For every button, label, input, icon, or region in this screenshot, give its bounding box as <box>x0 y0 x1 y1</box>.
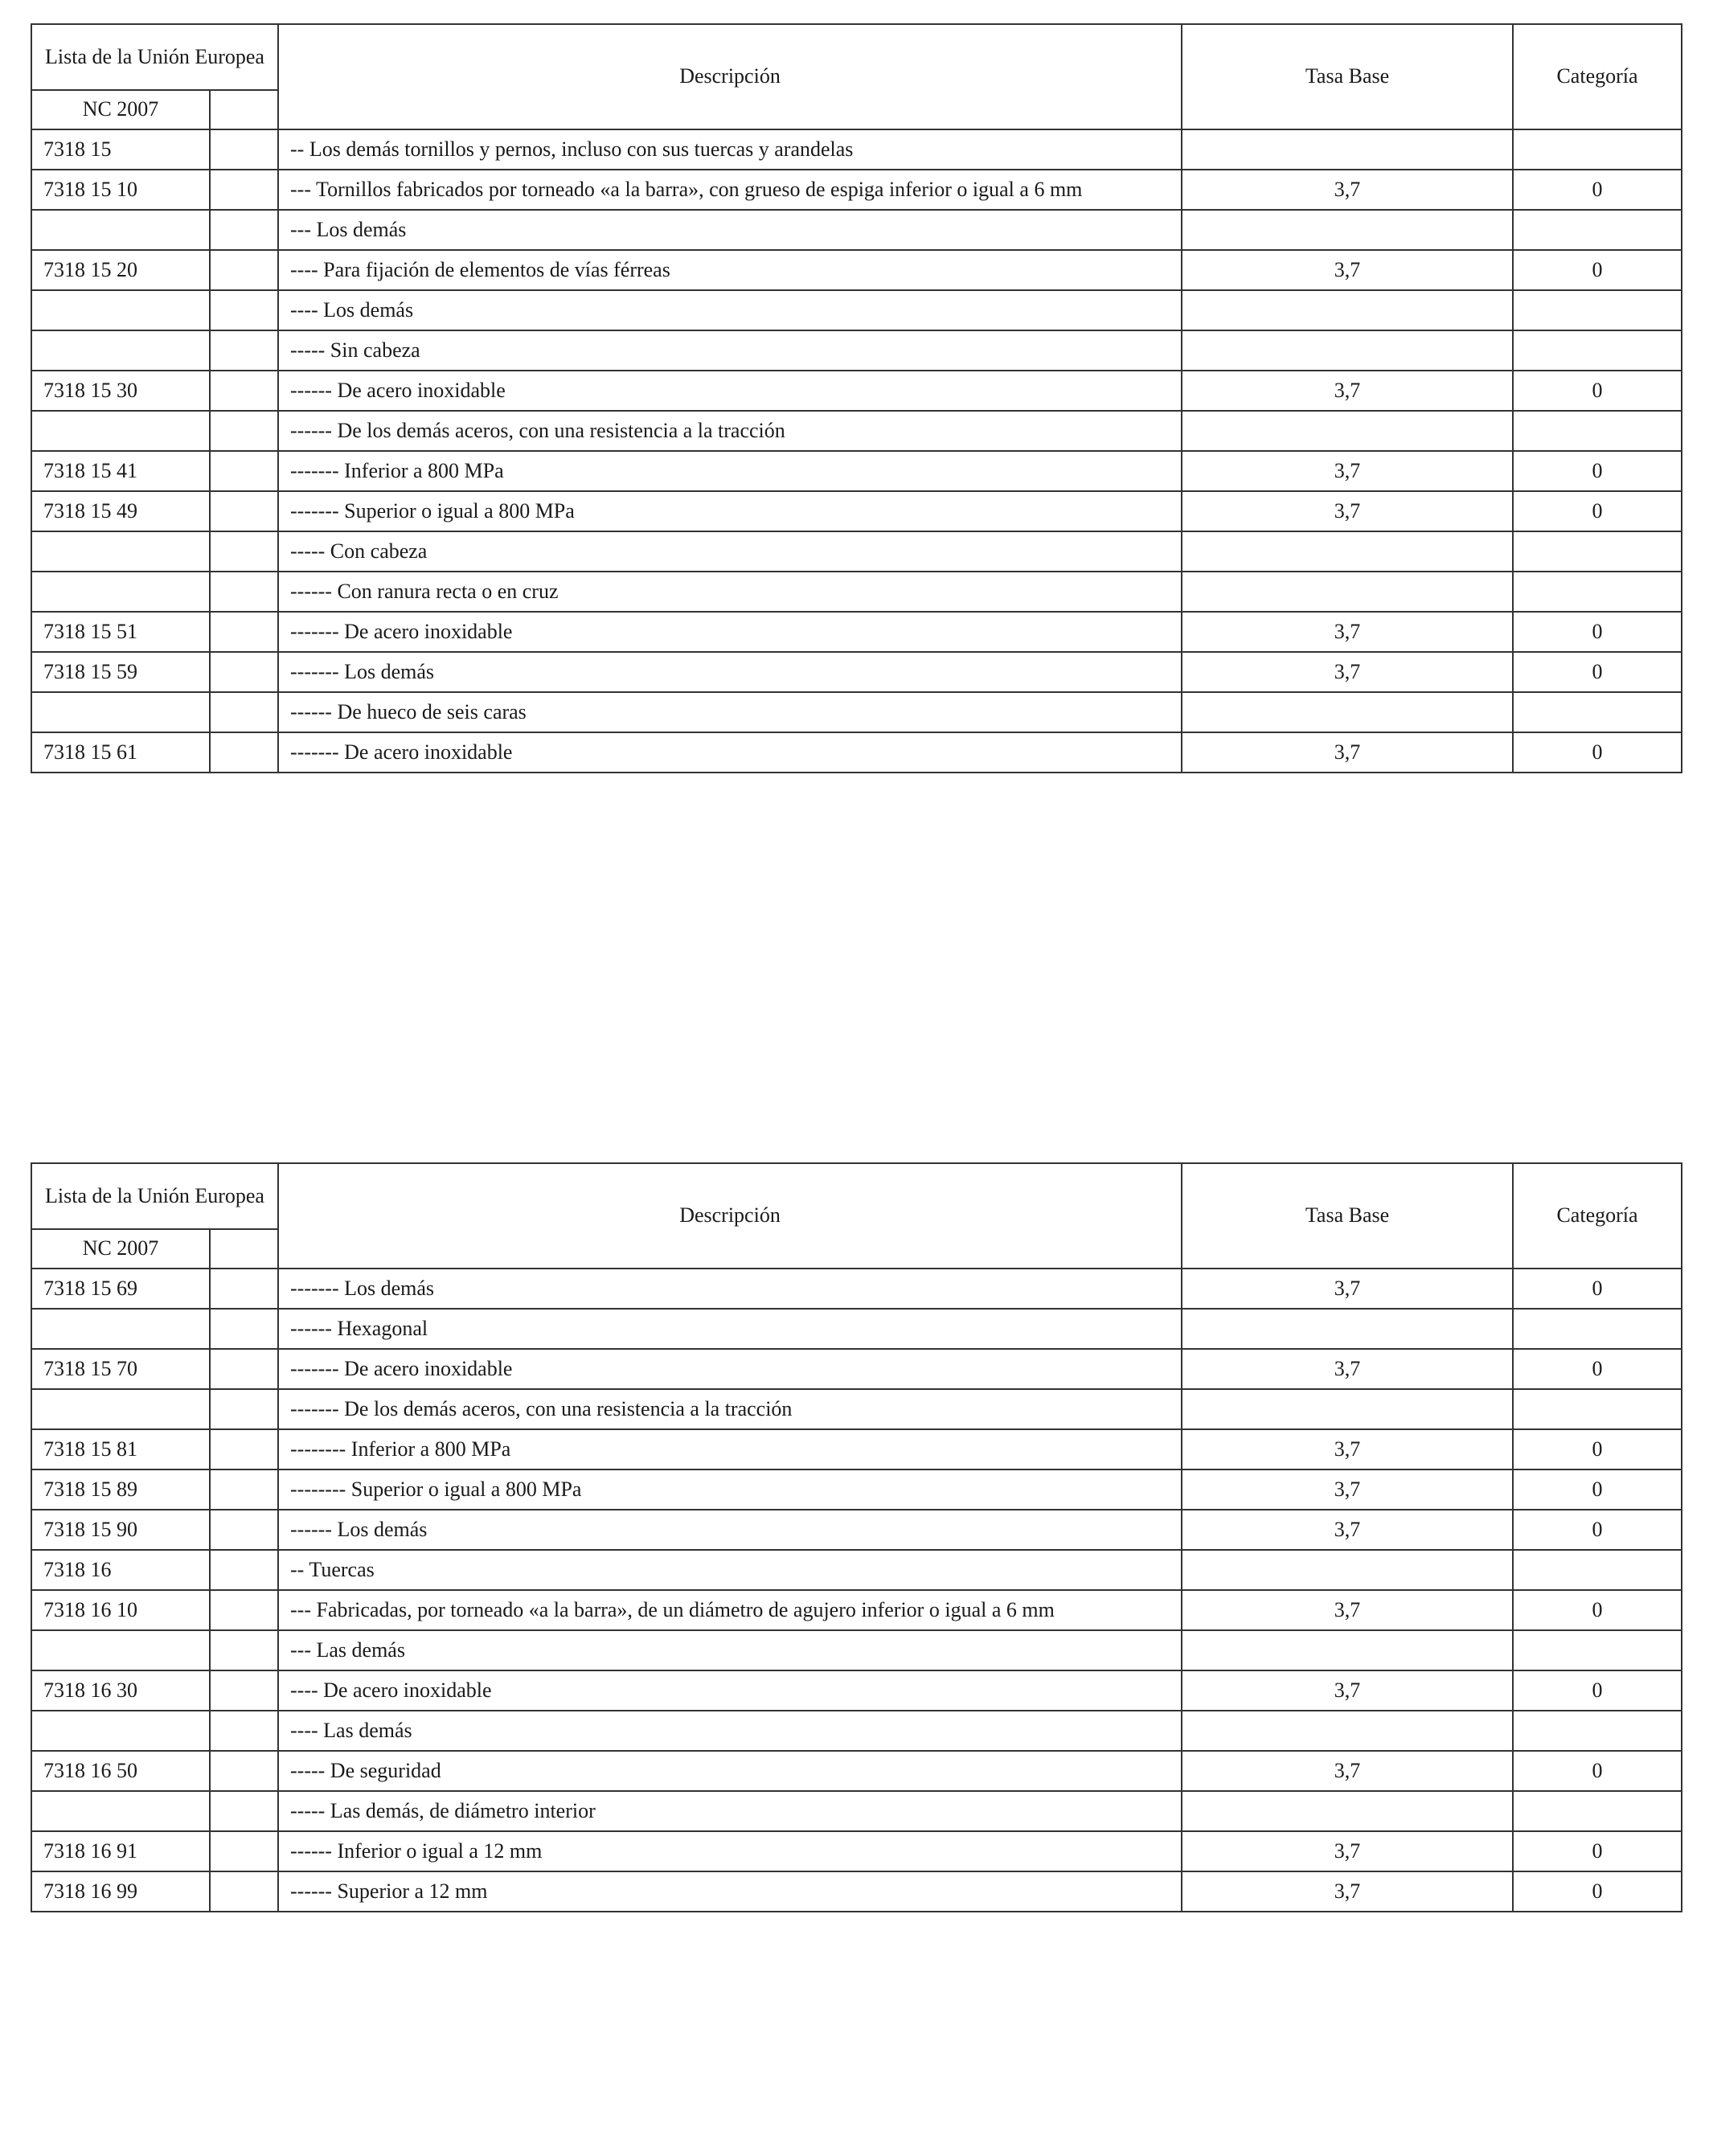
base-rate-cell <box>1182 129 1513 170</box>
base-rate-cell <box>1182 1630 1513 1670</box>
category-header: Categoría <box>1513 24 1682 129</box>
code-cell <box>31 330 210 371</box>
spacer-cell <box>210 1670 278 1711</box>
category-cell <box>1513 1711 1682 1751</box>
table-row <box>31 612 1682 652</box>
description-cell: ------- Los demás <box>278 1269 1182 1309</box>
description-cell: --- Las demás <box>278 1630 1182 1670</box>
table-row <box>31 1389 1682 1429</box>
category-cell <box>1513 290 1682 330</box>
base-rate-cell <box>1182 531 1513 572</box>
table-row <box>31 1469 1682 1510</box>
category-cell: 0 <box>1513 1590 1682 1630</box>
description-cell: ------ Hexagonal <box>278 1309 1182 1349</box>
category-cell <box>1513 210 1682 250</box>
table-row <box>31 250 1682 290</box>
spacer-cell <box>210 1590 278 1630</box>
nc-2007-header: NC 2007 <box>31 90 210 129</box>
spacer-cell <box>210 411 278 451</box>
spacer-cell <box>210 1309 278 1349</box>
code-cell: 7318 15 81 <box>31 1429 210 1469</box>
table-row <box>31 1630 1682 1670</box>
base-rate-cell <box>1182 692 1513 732</box>
spacer-cell <box>210 250 278 290</box>
description-cell: ------- De los demás aceros, con una resistencia a la tracción <box>278 1389 1182 1429</box>
table-row <box>31 1751 1682 1791</box>
description-cell: -- Tuercas <box>278 1550 1182 1590</box>
spacer-cell <box>210 1831 278 1871</box>
description-cell: ---- Las demás <box>278 1711 1182 1751</box>
table-row <box>31 451 1682 491</box>
table-row <box>31 491 1682 531</box>
base-rate-cell: 3,7 <box>1182 1831 1513 1871</box>
code-cell: 7318 15 41 <box>31 451 210 491</box>
code-cell <box>31 1309 210 1349</box>
base-rate-cell: 3,7 <box>1182 1429 1513 1469</box>
table-row <box>31 1550 1682 1590</box>
description-cell: ----- Sin cabeza <box>278 330 1182 371</box>
base-rate-header: Tasa Base <box>1182 1163 1513 1269</box>
spacer-cell <box>210 1871 278 1912</box>
category-cell <box>1513 411 1682 451</box>
code-cell: 7318 16 50 <box>31 1751 210 1791</box>
description-cell: -------- Inferior a 800 MPa <box>278 1429 1182 1469</box>
table-row <box>31 732 1682 773</box>
base-rate-cell: 3,7 <box>1182 652 1513 692</box>
base-rate-header: Tasa Base <box>1182 24 1513 129</box>
description-cell: ---- Para fijación de elementos de vías férreas <box>278 250 1182 290</box>
base-rate-cell <box>1182 411 1513 451</box>
description-cell: ----- Las demás, de diámetro interior <box>278 1791 1182 1831</box>
spacer-cell <box>210 1791 278 1831</box>
description-cell: -------- Superior o igual a 800 MPa <box>278 1469 1182 1510</box>
description-cell: ------ Inferior o igual a 12 mm <box>278 1831 1182 1871</box>
category-cell <box>1513 1389 1682 1429</box>
base-rate-cell <box>1182 1711 1513 1751</box>
table-row <box>31 1871 1682 1912</box>
base-rate-cell: 3,7 <box>1182 612 1513 652</box>
category-cell: 0 <box>1513 1349 1682 1389</box>
category-cell: 0 <box>1513 652 1682 692</box>
spacer-cell <box>210 1349 278 1389</box>
description-cell: --- Los demás <box>278 210 1182 250</box>
code-cell: 7318 16 91 <box>31 1831 210 1871</box>
eu-list-header: Lista de la Unión Europea <box>31 1163 278 1229</box>
code-cell <box>31 531 210 572</box>
table-body <box>31 1269 1682 1912</box>
base-rate-cell <box>1182 1550 1513 1590</box>
base-rate-cell: 3,7 <box>1182 1510 1513 1550</box>
base-rate-cell: 3,7 <box>1182 170 1513 210</box>
code-cell: 7318 16 10 <box>31 1590 210 1630</box>
description-cell: ------- Inferior a 800 MPa <box>278 451 1182 491</box>
spacer-cell <box>210 531 278 572</box>
base-rate-cell: 3,7 <box>1182 1590 1513 1630</box>
category-cell <box>1513 330 1682 371</box>
description-cell: -- Los demás tornillos y pernos, incluso con sus tuercas y arandelas <box>278 129 1182 170</box>
description-cell: ----- Con cabeza <box>278 531 1182 572</box>
spacer-cell <box>210 1269 278 1309</box>
base-rate-cell: 3,7 <box>1182 491 1513 531</box>
category-cell: 0 <box>1513 612 1682 652</box>
spacer-cell <box>210 692 278 732</box>
spacer-cell <box>210 1711 278 1751</box>
base-rate-cell: 3,7 <box>1182 250 1513 290</box>
empty-subheader <box>210 90 278 129</box>
code-cell <box>31 692 210 732</box>
category-cell: 0 <box>1513 1831 1682 1871</box>
category-cell: 0 <box>1513 1269 1682 1309</box>
category-cell <box>1513 1550 1682 1590</box>
category-cell <box>1513 1791 1682 1831</box>
table-row <box>31 129 1682 170</box>
table-row <box>31 1510 1682 1550</box>
spacer-cell <box>210 290 278 330</box>
table-row <box>31 1831 1682 1871</box>
table-row <box>31 1429 1682 1469</box>
table-row <box>31 170 1682 210</box>
tariff-table-1 <box>31 23 1682 773</box>
description-cell: ------- De acero inoxidable <box>278 612 1182 652</box>
table-row <box>31 371 1682 411</box>
spacer-cell <box>210 1429 278 1469</box>
spacer-cell <box>210 1510 278 1550</box>
base-rate-cell: 3,7 <box>1182 451 1513 491</box>
base-rate-cell <box>1182 330 1513 371</box>
nc-2007-header: NC 2007 <box>31 1229 210 1269</box>
code-cell: 7318 16 99 <box>31 1871 210 1912</box>
code-cell <box>31 1791 210 1831</box>
base-rate-cell <box>1182 290 1513 330</box>
table-row <box>31 652 1682 692</box>
description-header: Descripción <box>278 1163 1182 1269</box>
table-row <box>31 1791 1682 1831</box>
category-header: Categoría <box>1513 1163 1682 1269</box>
category-cell <box>1513 1309 1682 1349</box>
code-cell: 7318 15 59 <box>31 652 210 692</box>
code-cell <box>31 572 210 612</box>
code-cell: 7318 15 61 <box>31 732 210 773</box>
description-cell: ---- Los demás <box>278 290 1182 330</box>
base-rate-cell <box>1182 1389 1513 1429</box>
code-cell <box>31 1711 210 1751</box>
base-rate-cell: 3,7 <box>1182 1349 1513 1389</box>
description-cell: ------ Con ranura recta o en cruz <box>278 572 1182 612</box>
description-cell: ------- De acero inoxidable <box>278 732 1182 773</box>
base-rate-cell: 3,7 <box>1182 1670 1513 1711</box>
table-row <box>31 1309 1682 1349</box>
spacer-cell <box>210 210 278 250</box>
spacer-cell <box>210 1550 278 1590</box>
spacer-cell <box>210 572 278 612</box>
base-rate-cell <box>1182 1791 1513 1831</box>
spacer-cell <box>210 1469 278 1510</box>
base-rate-cell: 3,7 <box>1182 1269 1513 1309</box>
tariff-table-2 <box>31 1162 1682 1912</box>
empty-subheader <box>210 1229 278 1269</box>
table-header <box>31 1163 1682 1269</box>
spacer-cell <box>210 491 278 531</box>
table-header <box>31 24 1682 129</box>
code-cell: 7318 15 30 <box>31 371 210 411</box>
code-cell: 7318 15 49 <box>31 491 210 531</box>
description-cell: ------ De acero inoxidable <box>278 371 1182 411</box>
description-cell: --- Tornillos fabricados por torneado «a la barra», con grueso de espiga inferior o igual a 6 mm <box>278 170 1182 210</box>
description-cell: --- Fabricadas, por torneado «a la barra», de un diámetro de agujero inferior o igual a 6 mm <box>278 1590 1182 1630</box>
spacer-cell <box>210 170 278 210</box>
spacer-cell <box>210 1630 278 1670</box>
table-row <box>31 572 1682 612</box>
category-cell: 0 <box>1513 1871 1682 1912</box>
base-rate-cell: 3,7 <box>1182 732 1513 773</box>
description-header: Descripción <box>278 24 1182 129</box>
category-cell: 0 <box>1513 1469 1682 1510</box>
base-rate-cell: 3,7 <box>1182 1751 1513 1791</box>
spacer-cell <box>210 1751 278 1791</box>
code-cell: 7318 15 69 <box>31 1269 210 1309</box>
category-cell: 0 <box>1513 451 1682 491</box>
description-cell: ------- Superior o igual a 800 MPa <box>278 491 1182 531</box>
table-body <box>31 129 1682 773</box>
description-cell: ------- Los demás <box>278 652 1182 692</box>
spacer-cell <box>210 732 278 773</box>
spacer-cell <box>210 129 278 170</box>
code-cell: 7318 16 30 <box>31 1670 210 1711</box>
spacer-cell <box>210 451 278 491</box>
code-cell <box>31 210 210 250</box>
category-cell: 0 <box>1513 1751 1682 1791</box>
table-row <box>31 692 1682 732</box>
base-rate-cell: 3,7 <box>1182 1469 1513 1510</box>
code-cell: 7318 15 <box>31 129 210 170</box>
code-cell: 7318 16 <box>31 1550 210 1590</box>
table-row <box>31 1711 1682 1751</box>
category-cell: 0 <box>1513 170 1682 210</box>
category-cell: 0 <box>1513 1510 1682 1550</box>
category-cell <box>1513 692 1682 732</box>
spacer-cell <box>210 371 278 411</box>
code-cell <box>31 411 210 451</box>
table-row <box>31 210 1682 250</box>
code-cell <box>31 290 210 330</box>
category-cell <box>1513 1630 1682 1670</box>
table-row <box>31 1349 1682 1389</box>
base-rate-cell <box>1182 1309 1513 1349</box>
table-row <box>31 1670 1682 1711</box>
code-cell: 7318 15 51 <box>31 612 210 652</box>
description-cell: ---- De acero inoxidable <box>278 1670 1182 1711</box>
table-row <box>31 1590 1682 1630</box>
description-cell: ------- De acero inoxidable <box>278 1349 1182 1389</box>
description-cell: ----- De seguridad <box>278 1751 1182 1791</box>
code-cell: 7318 15 90 <box>31 1510 210 1550</box>
description-cell: ------ De hueco de seis caras <box>278 692 1182 732</box>
base-rate-cell: 3,7 <box>1182 371 1513 411</box>
category-cell: 0 <box>1513 491 1682 531</box>
spacer-cell <box>210 612 278 652</box>
category-cell: 0 <box>1513 371 1682 411</box>
category-cell <box>1513 531 1682 572</box>
code-cell <box>31 1630 210 1670</box>
code-cell <box>31 1389 210 1429</box>
table-row <box>31 290 1682 330</box>
category-cell <box>1513 129 1682 170</box>
spacer-cell <box>210 1389 278 1429</box>
base-rate-cell: 3,7 <box>1182 1871 1513 1912</box>
eu-list-header: Lista de la Unión Europea <box>31 24 278 90</box>
spacer-cell <box>210 330 278 371</box>
code-cell: 7318 15 89 <box>31 1469 210 1510</box>
code-cell: 7318 15 10 <box>31 170 210 210</box>
code-cell: 7318 15 70 <box>31 1349 210 1389</box>
category-cell: 0 <box>1513 250 1682 290</box>
description-cell: ------ Superior a 12 mm <box>278 1871 1182 1912</box>
base-rate-cell <box>1182 210 1513 250</box>
spacer-cell <box>210 652 278 692</box>
table-row <box>31 411 1682 451</box>
category-cell <box>1513 572 1682 612</box>
table-row <box>31 531 1682 572</box>
base-rate-cell <box>1182 572 1513 612</box>
table-row <box>31 330 1682 371</box>
category-cell: 0 <box>1513 1670 1682 1711</box>
category-cell: 0 <box>1513 1429 1682 1469</box>
table-row <box>31 1269 1682 1309</box>
code-cell: 7318 15 20 <box>31 250 210 290</box>
category-cell: 0 <box>1513 732 1682 773</box>
description-cell: ------ Los demás <box>278 1510 1182 1550</box>
description-cell: ------ De los demás aceros, con una resistencia a la tracción <box>278 411 1182 451</box>
